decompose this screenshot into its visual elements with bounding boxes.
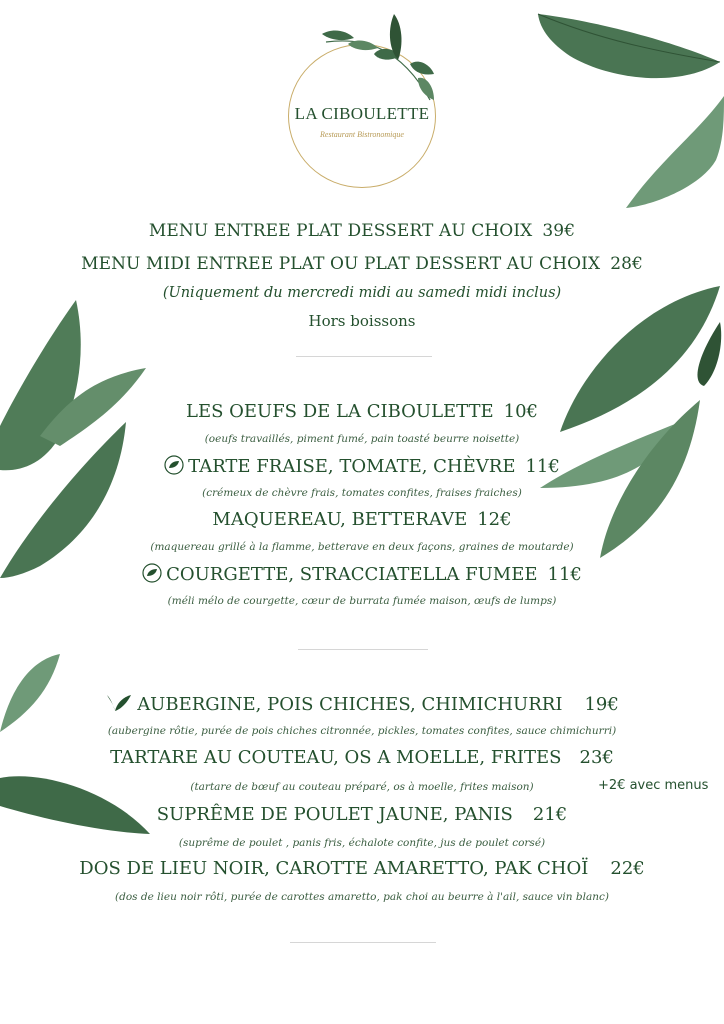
starter-item [0, 401, 724, 422]
dish-price: 10€ [503, 401, 539, 422]
dish-description: (méli mélo de courgette, cœur de burrata fumée maison, œufs de lumps) [167, 595, 557, 607]
menu-supplement-note: +2€ avec menus [598, 778, 709, 793]
dish-description: (maquereau grillé à la flamme, betterave en deux façons, graines de moutarde) [150, 541, 574, 553]
restaurant-logo [288, 44, 436, 188]
main-item [0, 747, 724, 768]
dish-description: (aubergine rôtie, purée de pois chiches citronnée, pickles, tomates confites, sauce chimichurri) [107, 725, 617, 737]
starter-item [0, 509, 724, 530]
dish-name: COURGETTE, STRACCIATELLA FUMEE [166, 564, 538, 585]
menu-formula-1-label: MENU ENTREE PLAT DESSERT AU CHOIX [148, 221, 533, 241]
restaurant-tagline: Restaurant Bistronomique [320, 130, 404, 139]
dish-price: 11€ [525, 456, 560, 477]
dish-name: TARTARE AU COUTEAU, OS A MOELLE, FRITES [110, 747, 562, 768]
dish-description: (crémeux de chèvre frais, tomates confites, fraises fraiches) [202, 487, 522, 499]
dish-description: (suprême de poulet , panis fris, échalote confite, jus de poulet corsé) [178, 837, 546, 849]
dish-name: DOS DE LIEU NOIR, CAROTTE AMARETTO, PAK CHOÏ [79, 858, 589, 879]
dish-price: 22€ [610, 858, 645, 879]
dish-price: 11€ [547, 564, 582, 585]
dish-description: (dos de lieu noir rôti, purée de carottes amaretto, pak choi au beurre à l'ail, sauce vin blanc) [115, 891, 609, 903]
vegetarian-icon [142, 563, 162, 583]
main-item [0, 858, 724, 879]
menu-formula-2 [0, 254, 724, 274]
dish-name: AUBERGINE, POIS CHICHES, CHIMICHURRI [137, 694, 563, 715]
dish-name: MAQUEREAU, BETTERAVE [212, 509, 468, 530]
vegetarian-icon [164, 455, 184, 475]
logo-leaf-sprig-icon [318, 4, 448, 104]
menu-formula-2-price: 28€ [610, 254, 643, 274]
menu-availability-note: (Uniquement du mercredi midi au samedi midi inclus) [162, 285, 562, 301]
menu-formula-1 [0, 221, 724, 241]
dish-name: TARTE FRAISE, TOMATE, CHÈVRE [188, 456, 516, 477]
dish-description: (tartare de bœuf au couteau préparé, os à moelle, frites maison) [190, 781, 534, 793]
main-item [0, 693, 724, 715]
section-divider [296, 356, 432, 357]
dish-price: 23€ [579, 747, 614, 768]
dish-price: 19€ [584, 694, 619, 715]
starter-item [0, 563, 724, 585]
section-divider [290, 942, 436, 943]
section-divider [298, 649, 428, 650]
restaurant-name: LA CIBOULETTE [294, 104, 430, 123]
dish-name: LES OEUFS DE LA CIBOULETTE [185, 401, 494, 422]
dish-description: (oeufs travaillés, piment fumé, pain toasté beurre noisette) [204, 433, 520, 445]
drinks-note: Hors boissons [308, 312, 416, 330]
vegan-leaf-icon [105, 693, 133, 713]
dish-price: 21€ [532, 804, 568, 825]
dish-name: SUPRÊME DE POULET JAUNE, PANIS [156, 804, 513, 825]
leaf-decoration-top-right [530, 0, 724, 215]
menu-formula-1-price: 39€ [542, 221, 576, 241]
menu-formula-2-label: MENU MIDI ENTREE PLAT OU PLAT DESSERT AU CHOIX [81, 254, 601, 274]
main-item [0, 804, 724, 825]
starter-item [0, 455, 724, 477]
dish-price: 12€ [477, 509, 512, 530]
